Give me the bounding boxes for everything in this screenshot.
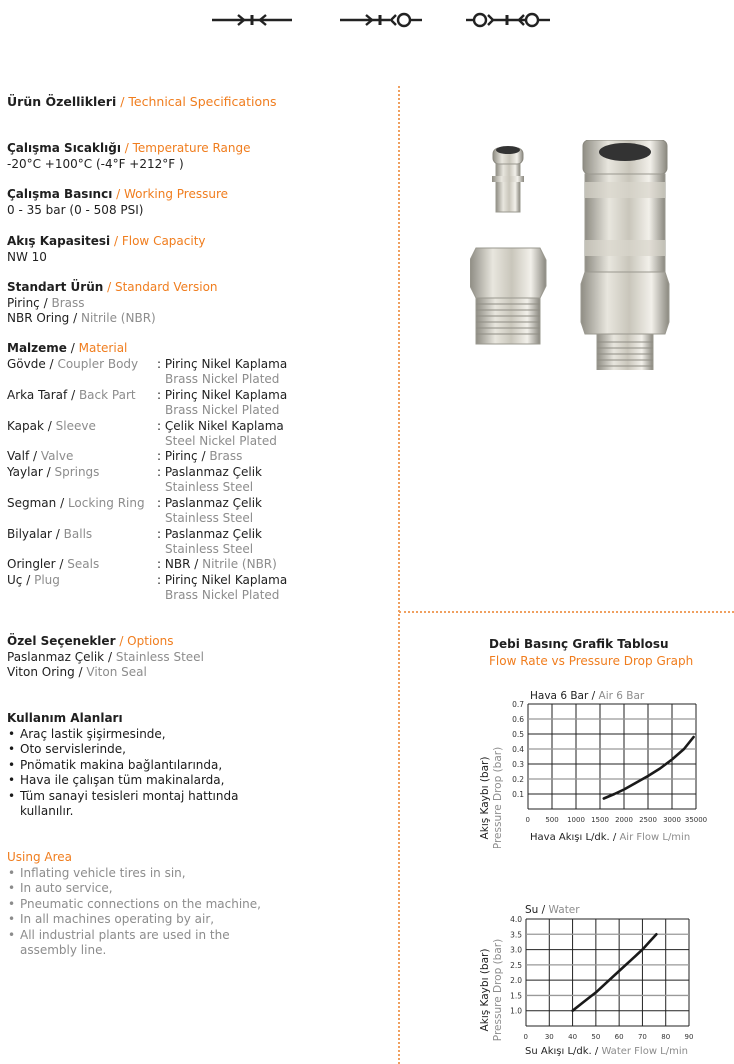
usage-tr-item: • Pnömatik makina bağlantılarında,: [7, 758, 238, 774]
air-chart-xtick-label: 1000: [567, 816, 585, 824]
usage-en-item: • All industrial plants are used in the: [7, 928, 261, 944]
pressure-label-en: / Working Pressure: [116, 187, 229, 201]
material-part-tr: Bilyalar /: [7, 527, 60, 541]
water-chart-svg: [475, 902, 715, 1062]
pressure-label-tr: Çalışma Basıncı: [7, 187, 113, 201]
specs-title-tr: Ürün Özellikleri: [7, 94, 117, 109]
water-chart-xtick-label: 40: [568, 1033, 578, 1041]
air-chart-xtick-label: 500: [545, 816, 559, 824]
material-value-tr: : Pirinç Nikel Kaplama: [157, 573, 288, 587]
air-chart-xtick-label: 35000: [684, 816, 708, 824]
air-chart: [475, 688, 715, 848]
material-part-en: Sleeve: [55, 419, 96, 433]
material-value-tr: : Paslanmaz Çelik: [157, 496, 262, 510]
temperature-spec: [7, 141, 250, 172]
flow-spec: [7, 234, 206, 265]
water-chart-xtick-label: 60: [614, 1033, 624, 1041]
air-chart-ytick-label: 0.7: [512, 700, 524, 709]
usage-en-item-cont: assembly line.: [20, 943, 107, 957]
material-part-tr: Segman /: [7, 496, 65, 510]
air-chart-xtick-label: 3000: [663, 816, 681, 824]
material-value-en: Nitrile (NBR): [202, 557, 277, 571]
material-part-en: Coupler Body: [57, 357, 139, 371]
standard-line-en: Nitrile (NBR): [80, 311, 156, 325]
material-part-tr: Kapak /: [7, 419, 52, 433]
material-label-tr: Malzeme: [7, 341, 67, 355]
air-chart-ylabel-tr: Akış Kaybı (bar): [479, 756, 491, 840]
graph-header: [489, 637, 693, 669]
water-chart-ytick-label: 3.5: [510, 930, 522, 940]
material-part-en: Balls: [63, 527, 93, 541]
graph-title-en: Flow Rate vs Pressure Drop Graph: [489, 653, 694, 668]
air-chart-xtick-label: 2000: [615, 816, 633, 824]
air-chart-ylabel-en: Pressure Drop (bar): [492, 746, 504, 848]
material-part-tr: Arka Taraf /: [7, 388, 76, 402]
temperature-label-en: / Temperature Range: [124, 141, 251, 155]
usage-tr-item: • Araç lastik şişirmesinde,: [7, 727, 238, 743]
air-chart-ytick-label: 0.2: [512, 775, 524, 784]
material-part-tr: Yaylar /: [7, 465, 51, 479]
graph-title-tr: Debi Basınç Grafik Tablosu: [489, 637, 669, 651]
temperature-value: -20°C +100°C (-4°F +212°F ): [7, 156, 184, 171]
water-chart-ytick-label: 1.5: [510, 991, 522, 1001]
water-chart-xtick-label: 90: [684, 1033, 694, 1041]
material-value-tr: : Pirinç Nikel Kaplama: [157, 388, 288, 402]
air-chart-ytick-label: 0.6: [512, 715, 524, 724]
material-value-en: Brass Nickel Plated: [165, 372, 280, 386]
air-chart-xlabel: Hava Akışı L/dk. / Air Flow L/min: [530, 832, 691, 843]
option-line-tr: Viton Oring /: [7, 665, 83, 679]
material-part-tr: Valf /: [7, 449, 38, 463]
vertical-divider: [398, 86, 400, 1064]
standard-spec: [7, 280, 218, 327]
air-chart-svg: [475, 688, 715, 848]
air-chart-ytick-label: 0.5: [512, 730, 524, 739]
usage-en-item: • Pneumatic connections on the machine,: [7, 897, 261, 913]
standard-line-tr: Pirinç /: [7, 295, 48, 310]
usage-en-title: Using Area: [7, 850, 73, 864]
water-chart-ylabel-en: Pressure Drop (bar): [492, 938, 504, 1042]
material-value-en: Stainless Steel: [165, 511, 254, 525]
options-spec: [7, 634, 204, 681]
air-chart-xtick-label: 2500: [639, 816, 657, 824]
plug-nipple-icon: [470, 146, 546, 344]
usage-tr-item: • Oto servislerinde,: [7, 742, 238, 758]
material-part-en: Plug: [34, 573, 60, 587]
standard-label-tr: Standart Ürün: [7, 280, 104, 294]
flow-label-tr: Akış Kapasitesi: [7, 234, 111, 248]
material-part-en: Locking Ring: [67, 496, 145, 510]
material-value-tr: : Paslanmaz Çelik: [157, 465, 262, 479]
material-value-tr: : Çelik Nikel Kaplama: [157, 419, 284, 433]
water-chart-ytick-label: 3.0: [510, 945, 522, 955]
standard-line-en: Brass: [51, 295, 85, 310]
material-part-en: Valve: [40, 449, 74, 463]
usage-en-item: • In all machines operating by air,: [7, 912, 261, 928]
water-chart-xtick-label: 80: [661, 1033, 671, 1041]
option-line-en: Stainless Steel: [115, 649, 204, 664]
pressure-spec: [7, 187, 228, 218]
water-chart-title: Su / Water: [525, 904, 580, 916]
material-value-en: Brass Nickel Plated: [165, 403, 280, 417]
water-chart-ylabel-tr: Akış Kaybı (bar): [479, 948, 491, 1032]
material-value-tr: : Paslanmaz Çelik: [157, 527, 262, 541]
material-value-tr: : Pirinç Nikel Kaplama: [157, 357, 288, 371]
material-value-en: Stainless Steel: [165, 480, 254, 494]
usage-tr-item: • Tüm sanayi tesisleri montaj hattında: [7, 789, 238, 805]
material-part-en: Springs: [54, 465, 100, 479]
product-image: [470, 140, 670, 370]
option-line-tr: Paslanmaz Çelik /: [7, 649, 112, 664]
usage-tr-item: • Hava ile çalışan tüm makinalarda,: [7, 773, 238, 789]
water-chart-ytick-label: 2.5: [510, 960, 522, 970]
temperature-label-tr: Çalışma Sıcaklığı: [7, 141, 121, 155]
water-chart-xtick-label: 50: [591, 1033, 601, 1041]
material-part-tr: Uç /: [7, 573, 31, 587]
water-chart-ytick-label: 2.0: [510, 976, 522, 986]
material-label-en: Material: [78, 341, 128, 355]
plug-to-coupler-icon: [340, 14, 422, 26]
pressure-value: 0 - 35 bar (0 - 508 PSI): [7, 202, 144, 217]
water-chart-ytick-label: 4.0: [510, 915, 522, 924]
options-label-tr: Özel Seçenekler: [7, 634, 116, 648]
specs-title: [7, 94, 277, 110]
air-chart-title: Hava 6 Bar / Air 6 Bar: [530, 690, 645, 702]
material-value-en: Stainless Steel: [165, 542, 254, 556]
water-chart-xtick-label: 30: [544, 1033, 554, 1041]
usage-en: [7, 850, 261, 959]
air-chart-ytick-label: 0.1: [512, 790, 524, 799]
flow-value: NW 10: [7, 249, 47, 264]
material-value-tr: : NBR /: [157, 557, 199, 571]
air-chart-xtick-label: 0: [525, 816, 530, 824]
usage-en-item: • Inflating vehicle tires in sin,: [7, 866, 261, 882]
horizontal-divider: [399, 611, 734, 613]
material-part-en: Back Part: [78, 388, 136, 402]
water-chart-xlabel: Su Akışı L/dk. / Water Flow L/min: [525, 1046, 688, 1057]
material-part-tr: Oringler /: [7, 557, 64, 571]
usage-tr-item-cont: kullanılır.: [20, 804, 74, 818]
material-value-tr: : Pirinç /: [157, 449, 206, 463]
standard-line-tr: NBR Oring /: [7, 311, 78, 325]
material-part-tr: Gövde /: [7, 357, 54, 371]
option-line-en: Viton Seal: [86, 665, 147, 679]
air-chart-ytick-label: 0.4: [512, 745, 524, 754]
flow-label-en: / Flow Capacity: [114, 234, 206, 248]
air-chart-series-line: [604, 737, 694, 799]
material-sep: /: [70, 341, 75, 355]
usage-tr: [7, 711, 238, 820]
material-value-en: Steel Nickel Plated: [165, 434, 277, 448]
water-chart-series-line: [573, 934, 657, 1010]
specs-title-en: / Technical Specifications: [120, 94, 277, 109]
connector-symbols: [200, 6, 560, 34]
standard-label-en: / Standard Version: [107, 280, 218, 294]
air-chart-ytick-label: 0.3: [512, 760, 524, 769]
material-title: [7, 341, 127, 357]
water-chart-xtick-label: 70: [637, 1033, 647, 1041]
water-chart: [475, 902, 715, 1062]
air-chart-xtick-label: 1500: [591, 816, 609, 824]
water-chart-ytick-label: 1.0: [510, 1006, 522, 1016]
material-part-en: Seals: [67, 557, 100, 571]
coupler-to-coupler-icon: [466, 14, 550, 26]
plug-to-plug-icon: [212, 15, 292, 25]
usage-tr-title: Kullanım Alanları: [7, 711, 123, 725]
coupler-icon: [581, 140, 669, 370]
options-label-en: / Options: [119, 634, 174, 648]
usage-en-item: • In auto service,: [7, 881, 261, 897]
material-value-en: Brass: [209, 449, 243, 463]
material-value-en: Brass Nickel Plated: [165, 588, 280, 602]
water-chart-xtick-label: 0: [523, 1033, 528, 1041]
